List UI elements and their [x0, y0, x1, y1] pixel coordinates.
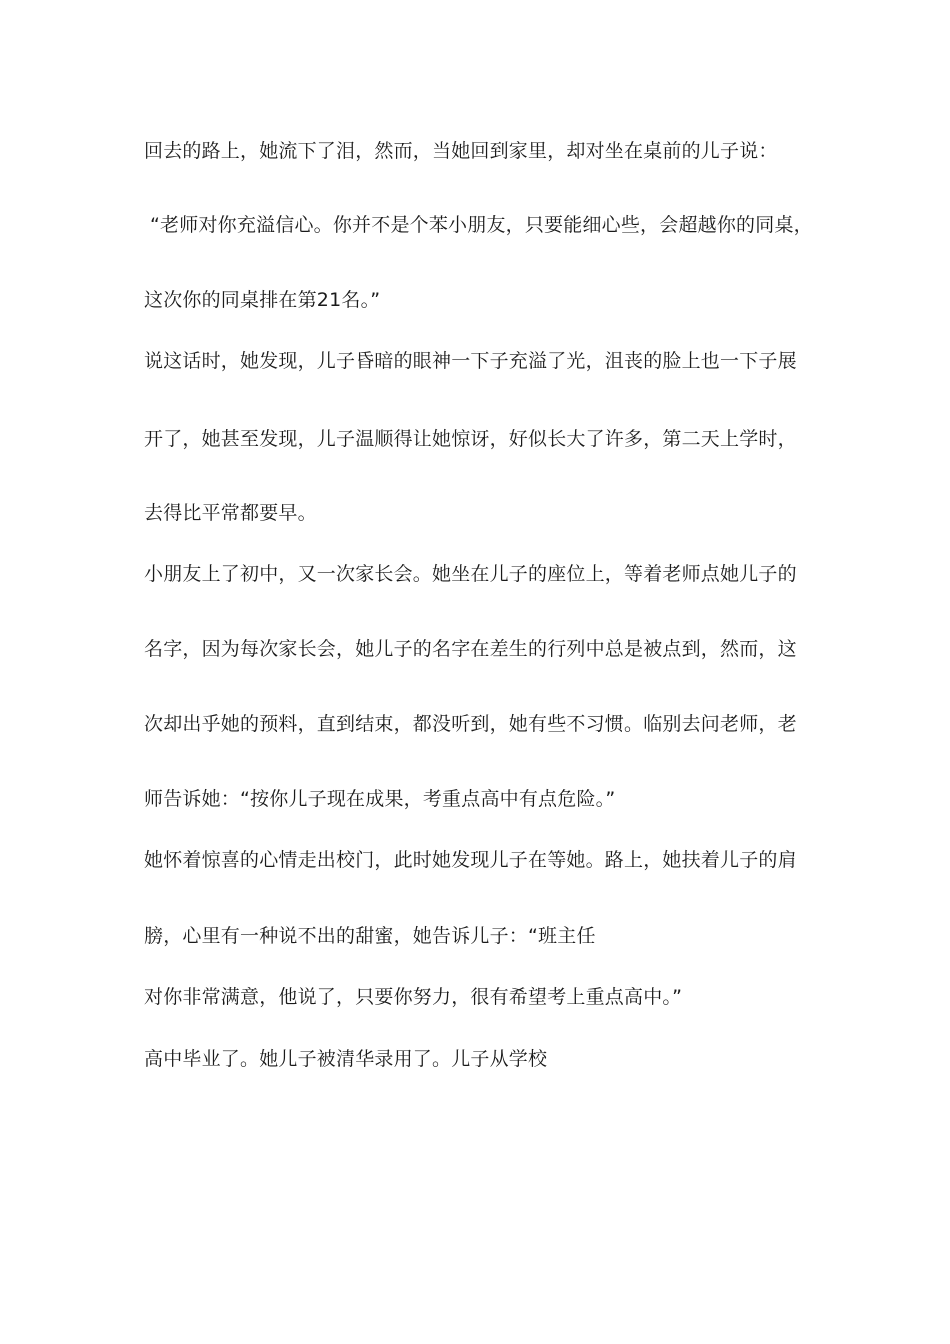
- text-line: 对你非常满意，他说了，只要你努力，很有希望考上重点高中。”: [144, 986, 683, 1008]
- text-line: 去得比平常都要早。: [144, 502, 317, 524]
- text-line: 这次你的同桌排在第21名。”: [144, 289, 381, 311]
- text-line: 开了，她甚至发现，儿子温顺得让她惊讶，好似长大了许多，第二天上学时，: [144, 428, 797, 450]
- text-line: 高中毕业了。她儿子被清华录用了。儿子从学校: [144, 1048, 548, 1070]
- text-line: 师告诉她：“按你儿子现在成果，考重点高中有点危险。”: [144, 788, 616, 810]
- text-line: 她怀着惊喜的心情走出校门，此时她发现儿子在等她。路上，她扶着儿子的肩: [144, 849, 797, 871]
- text-line: 膀，心里有一种说不出的甜蜜，她告诉儿子：“班主任: [144, 925, 596, 947]
- text-line: 次却出乎她的预料，直到结束，都没听到，她有些不习惯。临别去问老师，老: [144, 713, 797, 735]
- text-line: 回去的路上，她流下了泪，然而，当她回到家里，却对坐在桌前的儿子说：: [144, 140, 778, 162]
- text-line: 小朋友上了初中，又一次家长会。她坐在儿子的座位上，等着老师点她儿子的: [144, 563, 797, 585]
- text-line: 说这话时，她发现，儿子昏暗的眼神一下子充溢了光，沮丧的脸上也一下子展: [144, 350, 797, 372]
- text-line: 名字，因为每次家长会，她儿子的名字在差生的行列中总是被点到，然而，这: [144, 638, 797, 660]
- text-line: “老师对你充溢信心。你并不是个苯小朋友，只要能细心些，会超越你的同桌，: [150, 214, 813, 236]
